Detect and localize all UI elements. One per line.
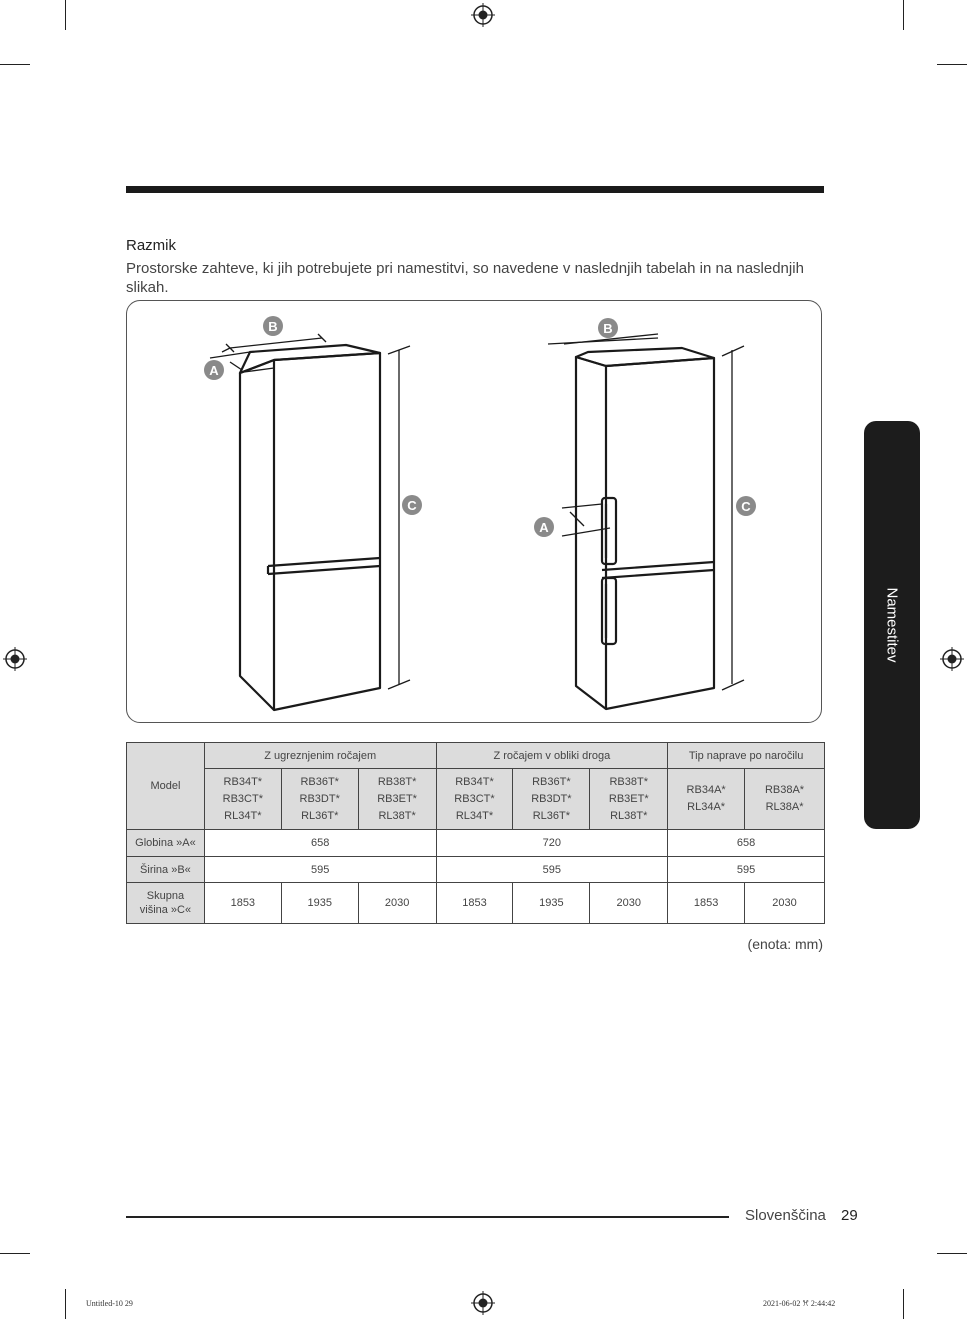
crop-mark xyxy=(65,1289,66,1319)
height-value: 1935 xyxy=(513,883,590,924)
crop-mark xyxy=(903,1289,904,1319)
dimension-table xyxy=(126,742,825,924)
width-value: 595 xyxy=(204,857,436,883)
label-b: B xyxy=(603,321,613,336)
crop-mark xyxy=(65,0,66,30)
model-cell: RB36T* RB3DT* RL36T* xyxy=(281,769,358,830)
depth-value: 658 xyxy=(668,830,825,857)
section-intro: Prostorske zahteve, ki jih potrebujete pri namestitvi, so navedene v naslednjih tabelah in na naslednjih slikah. xyxy=(126,260,804,296)
crop-mark xyxy=(937,64,967,65)
crop-mark xyxy=(0,1253,30,1254)
crop-mark xyxy=(937,1253,967,1254)
page-number: 29 xyxy=(841,1207,858,1224)
registration-mark-icon xyxy=(471,1291,495,1315)
height-value: 1853 xyxy=(204,883,281,924)
print-slug-right: 2021-06-02 ꕮ 2:44:42 xyxy=(763,1299,836,1308)
height-value: 2030 xyxy=(358,883,436,924)
registration-mark-icon xyxy=(471,3,495,27)
section-rule xyxy=(126,186,824,193)
width-value: 595 xyxy=(668,857,825,883)
height-value: 1935 xyxy=(281,883,358,924)
model-cell: RB36T* RB3DT* RL36T* xyxy=(513,769,590,830)
model-cell: RB34T* RB3CT* RL34T* xyxy=(204,769,281,830)
footer-rule xyxy=(126,1216,729,1218)
height-value: 1853 xyxy=(436,883,513,924)
print-slug-left: Untitled-10 29 xyxy=(86,1299,133,1308)
side-tab-label: Namestitev xyxy=(883,587,901,663)
depth-value: 720 xyxy=(436,830,668,857)
group-header: Tip naprave po naročilu xyxy=(668,743,825,769)
crop-mark xyxy=(0,64,30,65)
label-a: A xyxy=(539,520,549,535)
group-header: Z ročajem v obliki droga xyxy=(436,743,668,769)
group-header: Z ugreznjenim ročajem xyxy=(204,743,436,769)
section-heading: Razmik xyxy=(126,237,177,254)
row-label-width: Širina »B« xyxy=(127,857,205,883)
model-header: Model xyxy=(127,743,205,830)
model-cell: RB38T* RB3ET* RL38T* xyxy=(590,769,668,830)
fridge-dimension-illustration xyxy=(126,300,822,723)
height-value: 1853 xyxy=(668,883,745,924)
registration-mark-icon xyxy=(3,647,27,671)
label-c: C xyxy=(741,499,751,514)
model-cell: RB38A* RL38A* xyxy=(745,769,825,830)
side-tab xyxy=(864,421,920,829)
crop-mark xyxy=(903,0,904,30)
label-b: B xyxy=(268,319,278,334)
model-cell: RB38T* RB3ET* RL38T* xyxy=(358,769,436,830)
label-c: C xyxy=(407,498,417,513)
model-cell: RB34T* RB3CT* RL34T* xyxy=(436,769,513,830)
width-value: 595 xyxy=(436,857,668,883)
depth-value: 658 xyxy=(204,830,436,857)
unit-note: (enota: mm) xyxy=(747,936,823,952)
registration-mark-icon xyxy=(940,647,964,671)
row-label-depth: Globina »A« xyxy=(127,830,205,857)
model-cell: RB34A* RL34A* xyxy=(668,769,745,830)
footer-language: Slovenščina xyxy=(745,1207,826,1224)
label-a: A xyxy=(209,363,219,378)
height-value: 2030 xyxy=(590,883,668,924)
height-value: 2030 xyxy=(745,883,825,924)
row-label-height: Skupna višina »C« xyxy=(127,883,205,924)
